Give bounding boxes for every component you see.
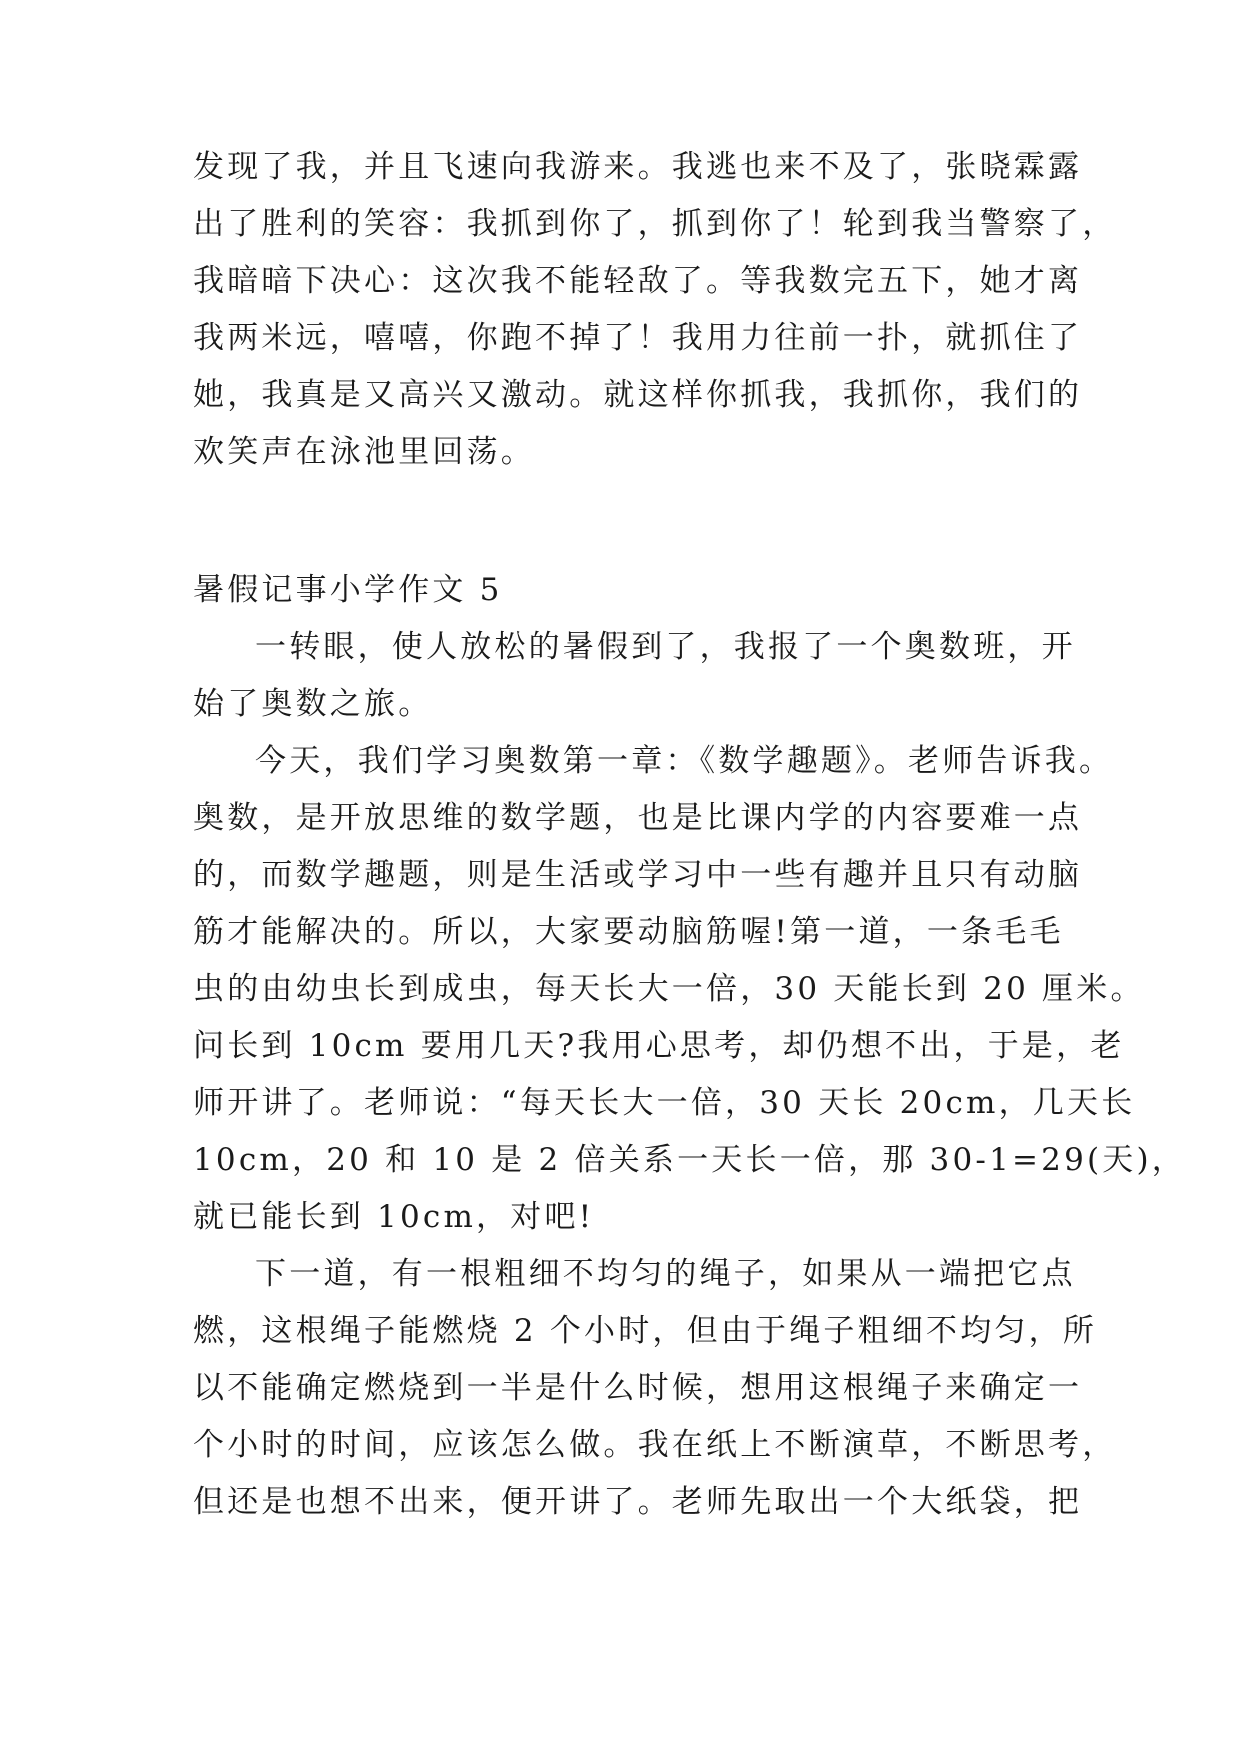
text-line: 出了胜利的笑容：我抓到你了，抓到你了！轮到我当警察了， bbox=[193, 206, 1117, 242]
text-line: 我两米远，嘻嘻，你跑不掉了！我用力往前一扑，就抓住了 bbox=[193, 320, 1083, 356]
text-line: 始了奥数之旅。 bbox=[193, 686, 433, 722]
text-line: 10cm，20 和 10 是 2 倍关系一天长一倍，那 30-1=29(天)， bbox=[193, 1142, 1186, 1178]
text-line: 师开讲了。老师说：“每天长大一倍，30 天长 20cm，几天长 bbox=[193, 1085, 1136, 1121]
text-line: 下一道，有一根粗细不均匀的绳子，如果从一端把它点 bbox=[255, 1256, 1076, 1292]
text-line: 但还是也想不出来，便开讲了。老师先取出一个大纸袋，把 bbox=[193, 1484, 1083, 1520]
text-line: 我暗暗下决心：这次我不能轻敌了。等我数完五下，她才离 bbox=[193, 263, 1083, 299]
text-line: 筋才能解决的。所以，大家要动脑筋喔!第一道，一条毛毛 bbox=[193, 914, 1064, 950]
text-line: 虫的由幼虫长到成虫，每天长大一倍，30 天能长到 20 厘米。 bbox=[193, 971, 1145, 1007]
text-line: 个小时的时间，应该怎么做。我在纸上不断演草，不断思考， bbox=[193, 1427, 1117, 1463]
text-line: 的，而数学趣题，则是生活或学习中一些有趣并且只有动脑 bbox=[193, 857, 1083, 893]
text-line: 燃，这根绳子能燃烧 2 个小时，但由于绳子粗细不均匀，所 bbox=[193, 1313, 1098, 1349]
section-heading: 暑假记事小学作文 5 bbox=[193, 572, 503, 608]
text-line: 发现了我，并且飞速向我游来。我逃也来不及了，张晓霖露 bbox=[193, 149, 1083, 185]
text-line: 奥数，是开放思维的数学题，也是比课内学的内容要难一点 bbox=[193, 800, 1083, 836]
text-line: 一转眼，使人放松的暑假到了，我报了一个奥数班，开 bbox=[255, 629, 1076, 665]
text-line: 问长到 10cm 要用几天?我用心思考，却仍想不出，于是，老 bbox=[193, 1028, 1125, 1064]
text-line: 以不能确定燃烧到一半是什么时候，想用这根绳子来确定一 bbox=[193, 1370, 1083, 1406]
text-line: 就已能长到 10cm，对吧! bbox=[193, 1199, 595, 1235]
text-line: 她，我真是又高兴又激动。就这样你抓我，我抓你，我们的 bbox=[193, 377, 1083, 413]
text-line: 今天，我们学习奥数第一章：《数学趣题》。老师告诉我。 bbox=[255, 743, 1114, 779]
text-line: 欢笑声在泳池里回荡。 bbox=[193, 434, 535, 470]
